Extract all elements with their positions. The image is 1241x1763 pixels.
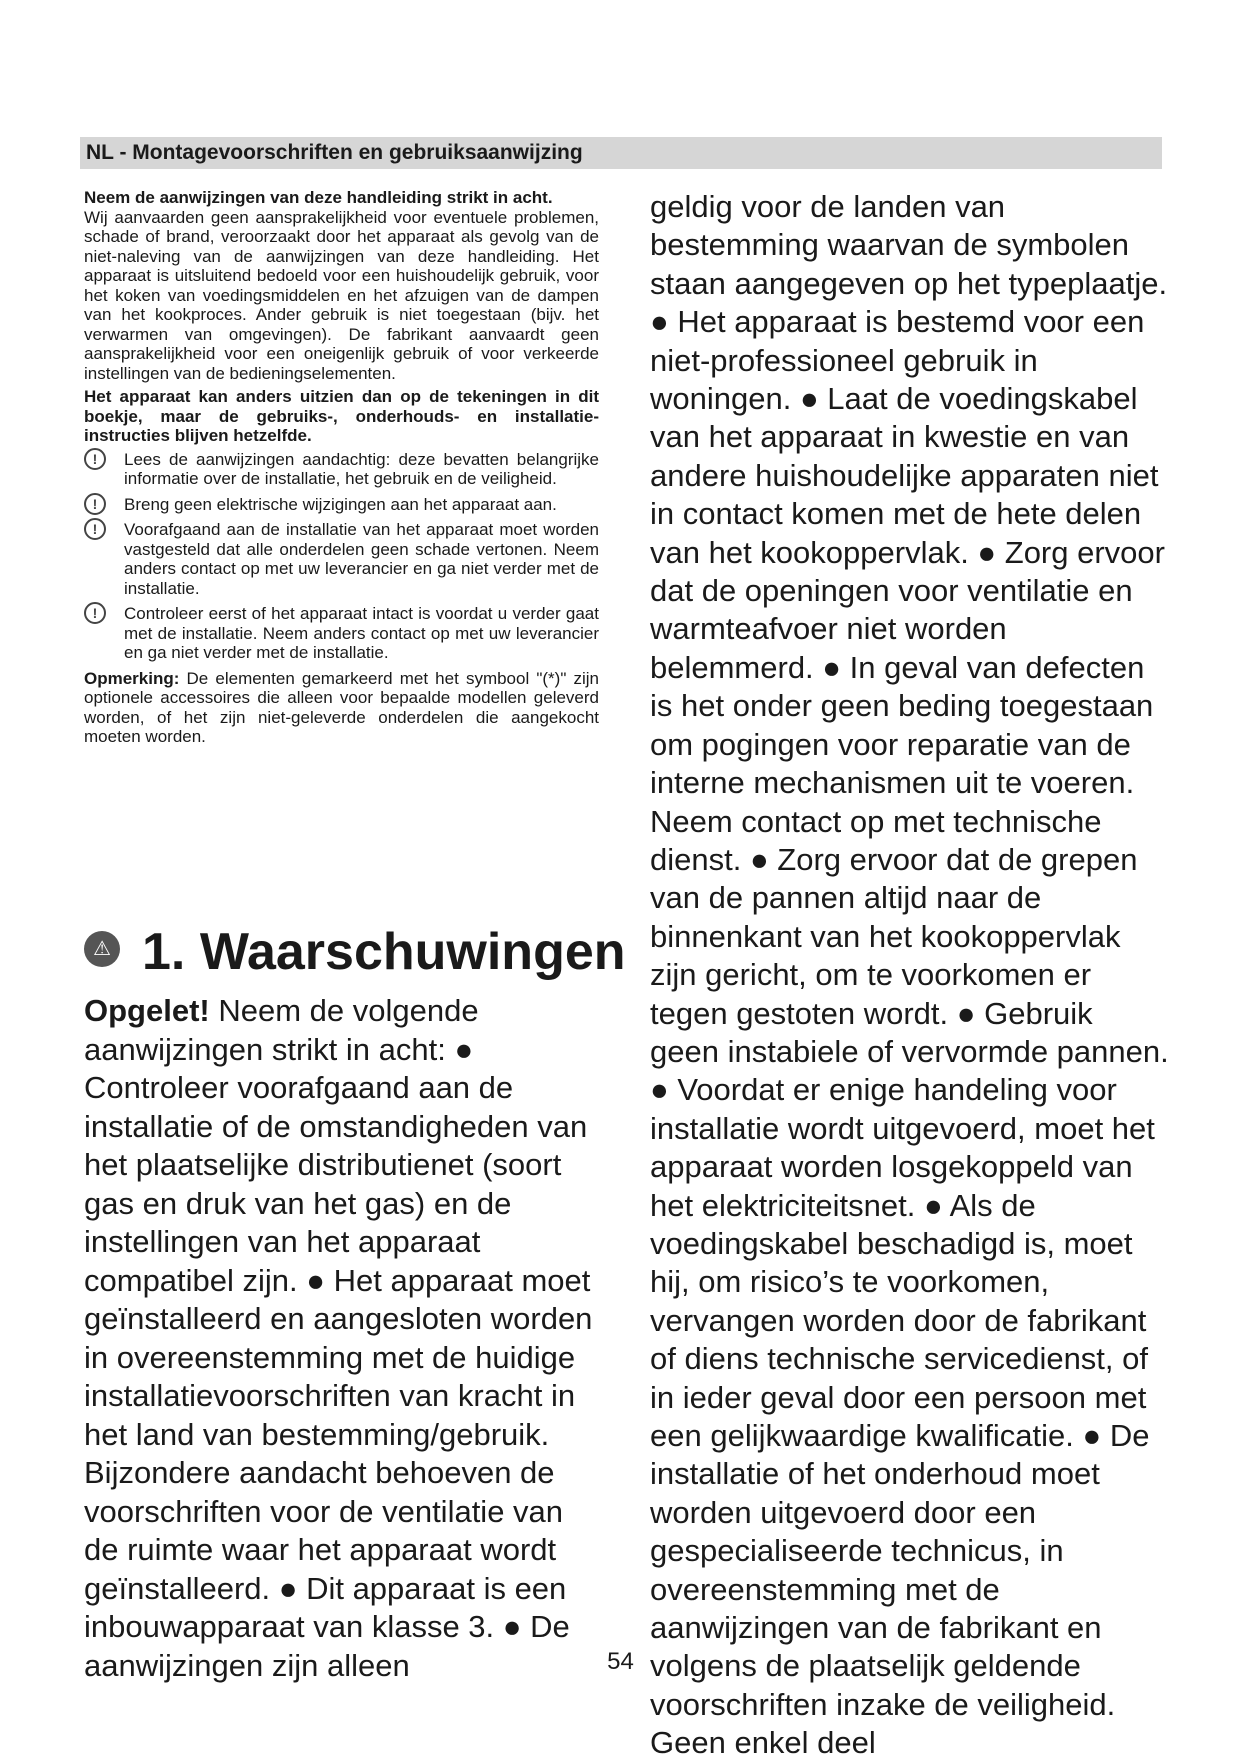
warning-item	[84, 450, 599, 489]
warning-icon: !	[84, 448, 106, 470]
remark	[84, 669, 599, 747]
section-title	[84, 922, 626, 982]
warning-text: Lees de aanwijzingen aandachtig: deze bevatten belangrijke informatie over de installatie, het gebruik en de veiligheid.	[124, 449, 599, 488]
warning-icon: !	[84, 602, 106, 624]
left-body-text: Neem de volgende aanwijzingen strikt in acht: ● Controleer voorafgaand aan de installatie of de omstandigheden van het plaatselijke distributienet (soort gas en druk van het gas) en de instellingen van het apparaat compatibel zijn. ● Het apparaat moet geïnstalleerd en aangesloten worden in overeenstemming met de huidige installatievoorschriften van kracht in het land van bestemming/gebruik. Bijzondere aandacht behoeven de voorschriften voor de ventilatie van de ruimte waar het apparaat wordt geïnstalleerd. ● Dit apparaat is een inbouwapparaat van klasse 3. ● De aanwijzingen zijn alleen	[84, 993, 593, 1683]
warning-item	[84, 495, 599, 515]
intro-block	[84, 188, 599, 383]
right-body-text: geldig voor de landen van bestemming waarvan de symbolen staan aangegeven op het typeplaatje. ● Het apparaat is bestemd voor een niet-professioneel gebruik in woningen. ● Laat de voedingskabel van het apparaat in kwestie en van andere huishoudelijke apparaten niet in contact komen met de hete delen van het kookoppervlak. ● Zorg ervoor dat de openingen voor ventilatie en warmteafvoer niet worden belemmerd. ● In geval van defecten is het onder geen beding toegestaan om pogingen voor reparatie van de interne mechanismen uit te voeren. Neem contact op met technische dienst. ● Zorg ervoor dat de grepen van de pannen altijd naar de binnenkant van het kookoppervlak zijn gericht, om te voorkomen er tegen gestoten wordt. ● Gebruik geen instabiele of vervormde pannen. ● Voordat er enige handeling voor installatie wordt uitgevoerd, moet het apparaat worden losgekoppeld van het elektriciteitsnet. ● Als de voedingskabel beschadigd is, moet hij, om risico’s te voorkomen, vervangen worden door de fabrikant of diens technische servicedienst, of in ieder geval door een persoon met een gelijkwaardige kwalificatie. ● De installatie of het onderhoud moet worden uitgevoerd door een gespecialiseerde technicus, in overeenstemming met de aanwijzingen van de fabrikant en volgens de plaatselijk geldende voorschriften inzake de veiligheid. Geen enkel deel	[650, 189, 1169, 1761]
remark-text: De elementen gemarkeerd met het symbool "(*)" zijn optionele accessoires die alleen voor bepaalde modellen geleverd worden, of het zijn niet-geleverde onderdelen die aangekocht moeten worden.	[84, 668, 599, 746]
warning-text: Breng geen elektrische wijzigingen aan het apparaat aan.	[124, 494, 557, 514]
warning-text: Voorafgaand aan de installatie van het apparaat moet worden vastgesteld dat alle onderdelen geen schade vertonen. Neem anders contact op met uw leverancier en ga niet verder met de installatie.	[124, 520, 599, 598]
intro-heading: Neem de aanwijzingen van deze handleiding strikt in acht.	[84, 188, 553, 207]
page-number: 54	[607, 1648, 634, 1675]
intro-column	[84, 188, 599, 751]
drawing-note: Het apparaat kan anders uitzien dan op de tekeningen in dit boekje, maar de gebruiks-, onderhouds- en installatie-instructies blijven hetzelfde.	[84, 387, 599, 445]
section-header-bar: NL - Montagevoorschriften en gebruiksaanwijzing	[80, 137, 1162, 169]
remark-label: Opmerking:	[84, 668, 180, 688]
intro-paragraph: Wij aanvaarden geen aansprakelijkheid voor eventuele problemen, schade of brand, veroorzaakt door het apparaat als gevolg van de niet-naleving van de aanwijzingen van deze handleiding. Het apparaat is uitsluitend bedoeld voor een huishoudelijk gebruik, voor het koken van voedingsmiddelen en het afzuigen van de dampen van het kookproces. Ander gebruik is niet toegestaan (bijv. het verwarmen van omgevingen). De fabrikant aanvaardt geen aansprakelijkheid voor een oneigenlijk gebruik of voor verkeerde instellingen van de bedieningselementen.	[84, 207, 599, 383]
warning-icon: !	[84, 493, 106, 515]
section-title-text: 1. Waarschuwingen	[142, 923, 626, 981]
warning-text: Controleer eerst of het apparaat intact is voordat u verder gaat met de installatie. Neem anders contact op met uw leverancier en ga niet verder met de installatie.	[124, 604, 599, 662]
warnings-body-right	[650, 188, 1170, 1763]
lead-word: Opgelet!	[84, 993, 210, 1028]
warning-triangle-icon: ⚠	[84, 931, 120, 967]
warning-item	[84, 604, 599, 663]
warning-item	[84, 520, 599, 598]
warnings-body-left	[84, 992, 604, 1685]
warning-icon: !	[84, 518, 106, 540]
